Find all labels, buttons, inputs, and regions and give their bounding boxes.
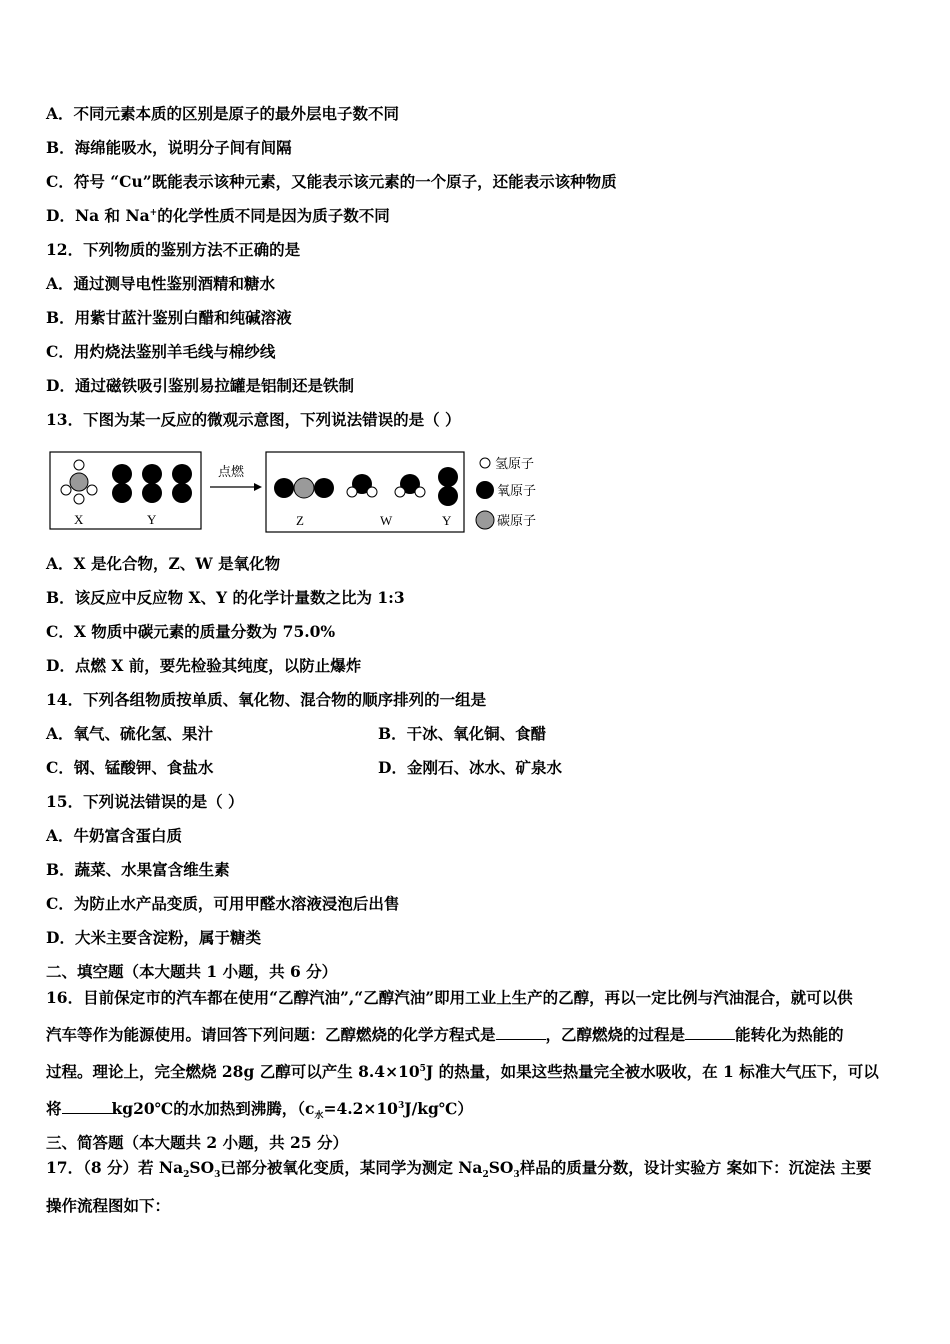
legend-hydrogen-icon	[480, 458, 490, 468]
q15-option-c: C．为防止水产品变质，可用甲醛水溶液浸泡后出售	[46, 894, 400, 913]
label-z: Z	[296, 513, 304, 528]
reaction-diagram	[48, 450, 558, 538]
q17-line-2: 操作流程图如下：	[46, 1196, 171, 1215]
legend-carbon-icon	[476, 511, 494, 529]
q12-option-a: A．通过测导电性鉴别酒精和糖水	[46, 274, 276, 293]
q13-option-b: B．该反应中反应物 X、Y 的化学计量数之比为 1:3	[46, 588, 405, 607]
question-15: 15．下列说法错误的是（ ）	[46, 792, 244, 811]
q14-option-b: B．干冰、氧化铜、食醋	[378, 724, 547, 743]
q13-option-d: D．点燃 X 前，要先检验其纯度，以防止爆炸	[46, 656, 362, 675]
molecule-z-icon	[274, 478, 334, 498]
q17-line-1: 17．（8 分）若 $Na_2SO_3$已部分被氧化变质，某同学为测定 $Na_2SO_3$样品的质量分数，设计实验方 案如下：沉淀法 主要	[46, 1158, 872, 1181]
q14-option-d: D．金刚石、冰水、矿泉水	[378, 758, 562, 777]
q13-option-a: A．X 是化合物，Z、W 是氧化物	[46, 554, 281, 573]
q14-option-c: C．钢、锰酸钾、食盐水	[46, 758, 214, 777]
q13-option-c: C．X 物质中碳元素的质量分数为 75.0%	[46, 622, 336, 641]
question-12: 12．下列物质的鉴别方法不正确的是	[46, 240, 301, 259]
q12-option-c: C．用灼烧法鉴别羊毛线与棉纱线	[46, 342, 276, 361]
molecules-w-icon	[347, 474, 425, 497]
molecules-y-icon	[112, 464, 192, 503]
label-y2: Y	[442, 513, 452, 528]
q16-line-2: 汽车等作为能源使用。请回答下列问题：乙醇燃烧的化学方程式是 ，乙醇燃烧的过程是 能转化为热能的	[46, 1025, 844, 1044]
q15-option-b: B．蔬菜、水果富含维生素	[46, 860, 230, 879]
q15-option-d: D．大米主要含淀粉，属于糖类	[46, 928, 261, 947]
molecule-y-remaining-icon	[438, 467, 458, 506]
q16-line-4: 将 kg20℃的水加热到沸腾，$(c_水=4.2\times 10^3J/kg℃)$	[46, 1099, 473, 1122]
arrow-head-icon	[254, 483, 262, 491]
q11-option-d: D．Na 和 Na+的化学性质不同是因为质子数不同	[46, 206, 390, 225]
question-13: 13．下图为某一反应的微观示意图，下列说法错误的是（ ）	[46, 410, 461, 429]
q11-option-b: B．海绵能吸水，说明分子间有间隔	[46, 138, 292, 157]
answer-blank-1[interactable]	[496, 1027, 546, 1040]
label-y: Y	[147, 512, 157, 527]
q12-option-d: D．通过磁铁吸引鉴别易拉罐是铝制还是铁制	[46, 376, 354, 395]
q12-option-b: B．用紫甘蓝汁鉴别白醋和纯碱溶液	[46, 308, 292, 327]
q16-line-3: 过程。理论上，完全燃烧 28g 乙醇可以产生 $8.4\times 10^5J$ 的热量，如果这些热量完全被水吸收，在 1 标准大气压下，可以	[46, 1062, 879, 1081]
legend-oxygen-icon	[476, 481, 494, 499]
q14-option-a: A．氧气、硫化氢、果汁	[46, 724, 214, 743]
label-x: X	[74, 512, 84, 527]
q15-option-a: A．牛奶富含蛋白质	[46, 826, 183, 845]
answer-blank-3[interactable]	[62, 1101, 112, 1114]
arrow-label: 点燃	[218, 464, 245, 479]
answer-blank-2[interactable]	[685, 1027, 735, 1040]
legend-carbon: 碳原子	[497, 513, 537, 528]
q11-option-a: A．不同元素本质的区别是原子的最外层电子数不同	[46, 104, 400, 123]
molecule-x-icon	[61, 460, 97, 504]
section-2-heading: 二、填空题（本大题共 1 小题，共 6 分）	[46, 962, 338, 981]
q11-option-c: C．符号 “Cu”既能表示该种元素，又能表示该元素的一个原子，还能表示该种物质	[46, 172, 617, 191]
label-w: W	[380, 513, 393, 528]
legend-oxygen: 氧原子	[497, 483, 537, 498]
legend-hydrogen: 氢原子	[495, 456, 535, 471]
q16-line-1: 16．目前保定市的汽车都在使用“乙醇汽油”,“乙醇汽油”即用工业上生产的乙醇，再以一定比例与汽油混合，就可以供	[46, 988, 853, 1007]
section-3-heading: 三、简答题（本大题共 2 小题，共 25 分）	[46, 1133, 348, 1152]
question-14: 14．下列各组物质按单质、氧化物、混合物的顺序排列的一组是	[46, 690, 487, 709]
